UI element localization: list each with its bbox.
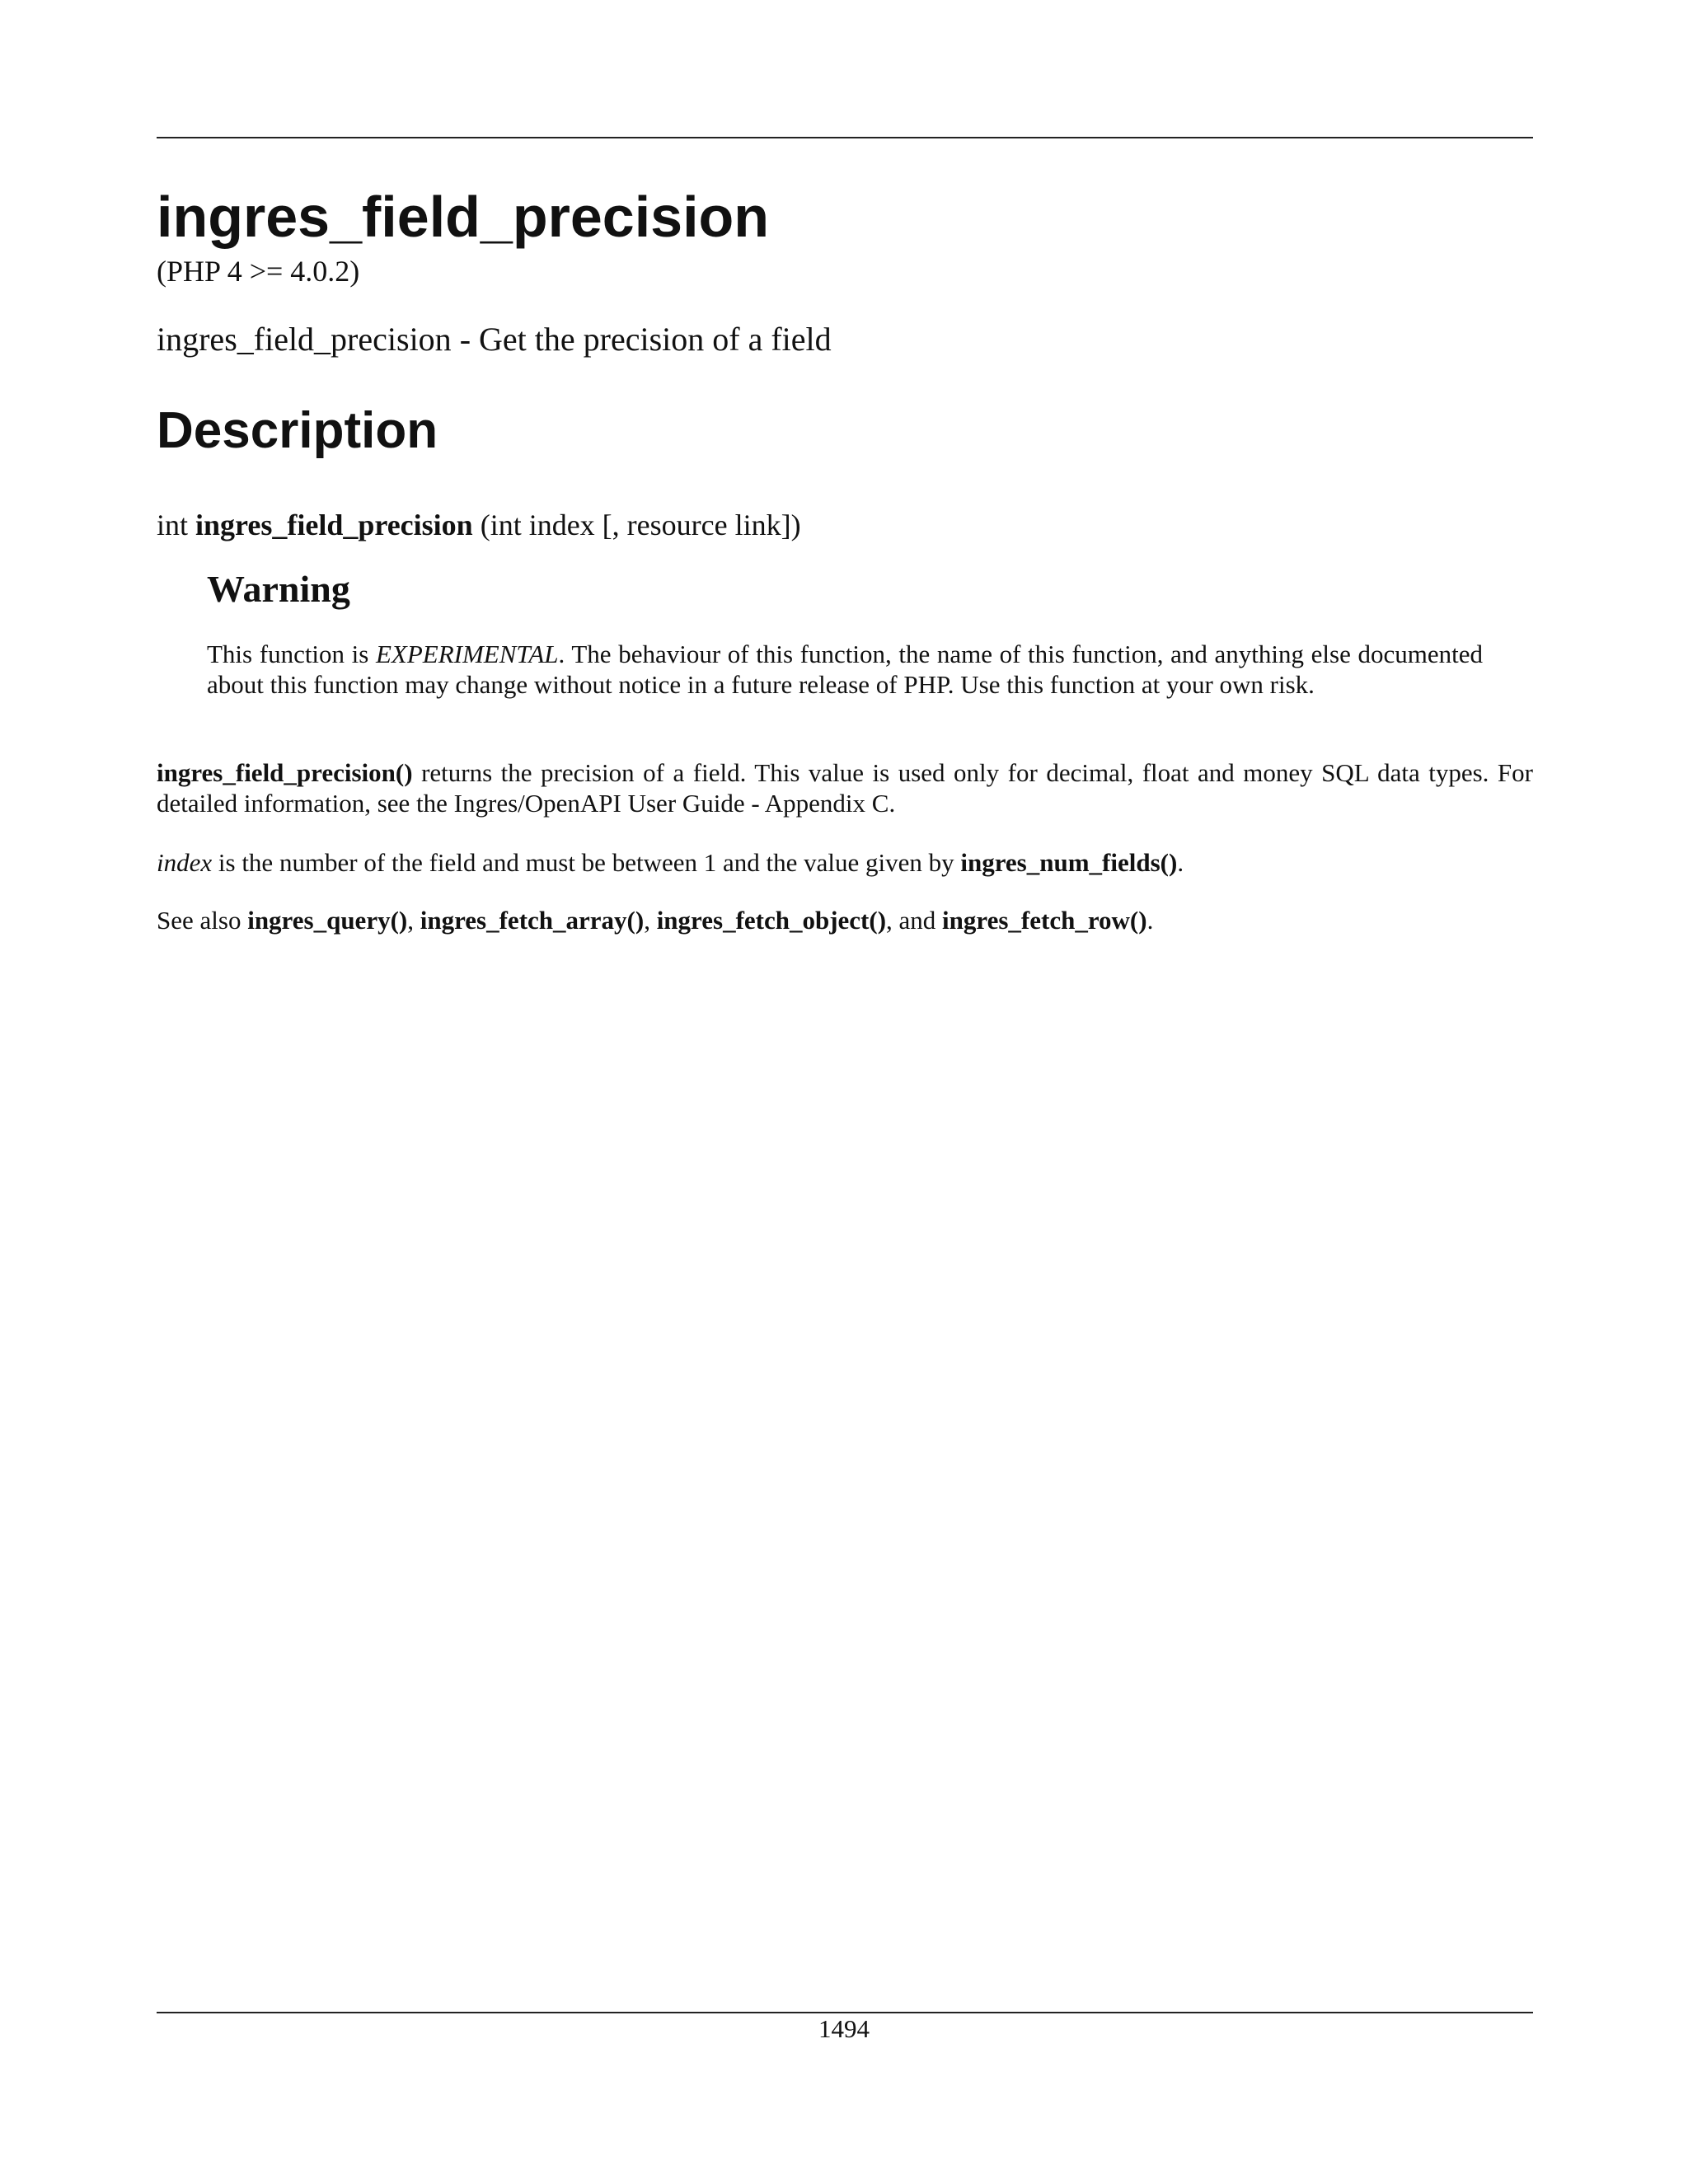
page-number: 1494: [818, 2014, 870, 2043]
link-ingres-query[interactable]: ingres_query(): [247, 906, 408, 935]
refname-line: [157, 321, 832, 358]
function-synopsis: [157, 509, 801, 542]
warning-emphasis: EXPERIMENTAL: [375, 640, 559, 668]
link-ingres-fetch-row[interactable]: ingres_fetch_row(): [942, 906, 1147, 935]
link-ingres-fetch-object[interactable]: ingres_fetch_object(): [656, 906, 887, 935]
return-description-text: returns the precision of a field. This value is used only for decimal, float and money SQL data types. For detailed information, see the Ingres/OpenAPI User Guide - Appendix C.: [157, 758, 1533, 818]
function-reference[interactable]: ingres_field_precision(): [157, 758, 413, 787]
see-also-sep-1: ,: [407, 906, 420, 935]
refname-separator: -: [451, 321, 480, 358]
warning-text: [207, 639, 1483, 700]
parameter-description-end: .: [1177, 848, 1184, 877]
return-description: [157, 757, 1533, 818]
parameter-name: index: [157, 848, 213, 877]
refname-purpose: Get the precision of a field: [479, 321, 832, 358]
see-also-end: .: [1146, 906, 1154, 935]
synopsis-params: (int index [, resource link]): [480, 509, 801, 541]
parameter-description-text: is the number of the field and must be between 1 and the value given by: [212, 848, 961, 877]
header-rule: [157, 137, 1533, 138]
see-also: [157, 905, 1533, 935]
warning-title: Warning: [207, 568, 350, 610]
link-ingres-num-fields[interactable]: ingres_num_fields(): [960, 848, 1178, 877]
parameter-description: [157, 847, 1533, 878]
warning-text-post: . The behaviour of this function, the name of this function, and anything else documented about this function may change without notice in a future release of PHP. Use this function at your own risk.: [207, 640, 1483, 699]
see-also-sep-2: ,: [644, 906, 657, 935]
refname-name: ingres_field_precision: [157, 321, 452, 358]
warning-text-pre: This function is: [207, 640, 376, 668]
link-ingres-fetch-array[interactable]: ingres_fetch_array(): [420, 906, 645, 935]
synopsis-function-name: ingres_field_precision: [195, 509, 473, 541]
see-also-lead: See also: [157, 906, 248, 935]
see-also-sep-3: , and: [886, 906, 943, 935]
description-heading: Description: [157, 402, 438, 459]
page-title: ingres_field_precision: [157, 185, 770, 249]
version-info: (PHP 4 >= 4.0.2): [157, 255, 360, 288]
return-type: int: [157, 509, 189, 541]
